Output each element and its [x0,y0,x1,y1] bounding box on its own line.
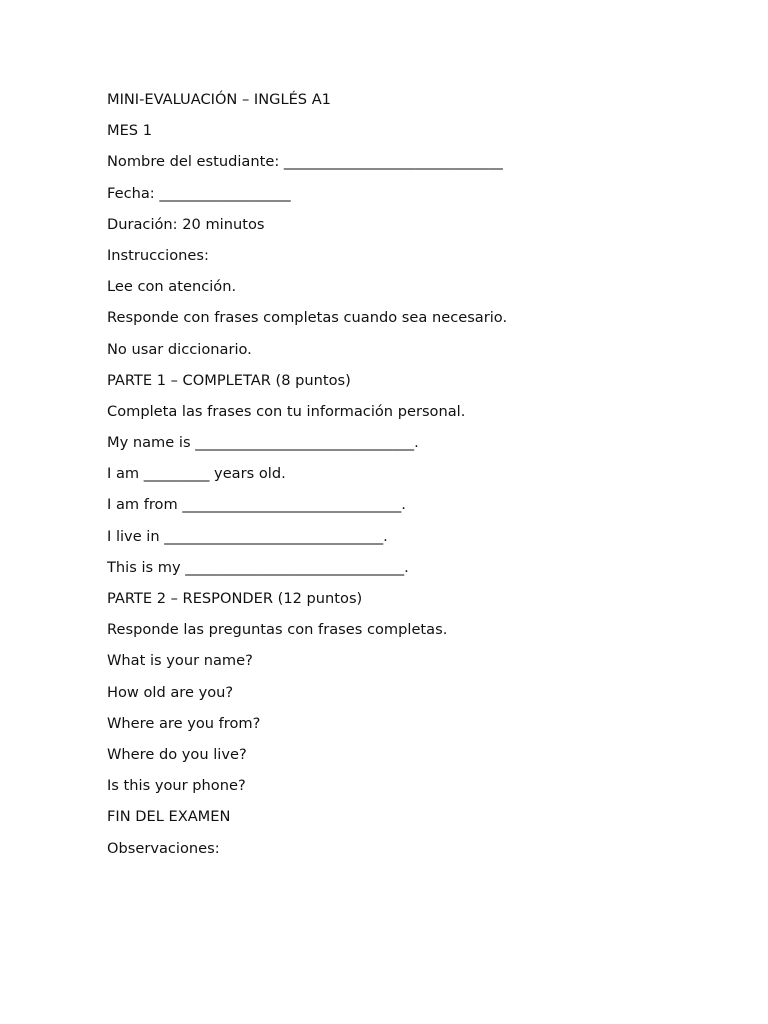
instruction-item: No usar diccionario. [107,340,252,358]
completion-item: I am from ______________________________. [107,496,406,514]
date-line: Fecha: __________________ [107,184,291,202]
question-item: Where are you from? [107,714,261,732]
exam-title: MINI-EVALUACIÓN – INGLÉS A1 [107,91,331,108]
part-2-instruction: Responde las preguntas con frases completas. [107,621,448,639]
exam-month: MES 1 [107,122,152,140]
completion-item: I live in ______________________________. [107,527,388,545]
exam-end-label: FIN DEL EXAMEN [107,808,231,826]
student-name-line: Nombre del estudiante: ______________________________ [107,153,503,171]
instructions-heading: Instrucciones: [107,246,209,264]
part-1-instruction: Completa las frases con tu información personal. [107,402,466,420]
part-2-heading: PARTE 2 – RESPONDER (12 puntos) [107,590,363,607]
instruction-item: Responde con frases completas cuando sea necesario. [107,309,508,327]
exam-document [107,89,727,869]
observations-label: Observaciones: [107,839,220,857]
completion-item: I am _________ years old. [107,465,286,483]
duration-line: Duración: 20 minutos [107,215,265,233]
completion-item: This is my ______________________________. [107,558,409,576]
question-item: What is your name? [107,652,253,670]
question-item: How old are you? [107,683,234,701]
instruction-item: Lee con atención. [107,278,237,296]
question-item: Is this your phone? [107,777,246,795]
question-item: Where do you live? [107,745,247,763]
part-1-heading: PARTE 1 – COMPLETAR (8 puntos) [107,371,351,389]
completion-item: My name is ______________________________. [107,434,419,452]
